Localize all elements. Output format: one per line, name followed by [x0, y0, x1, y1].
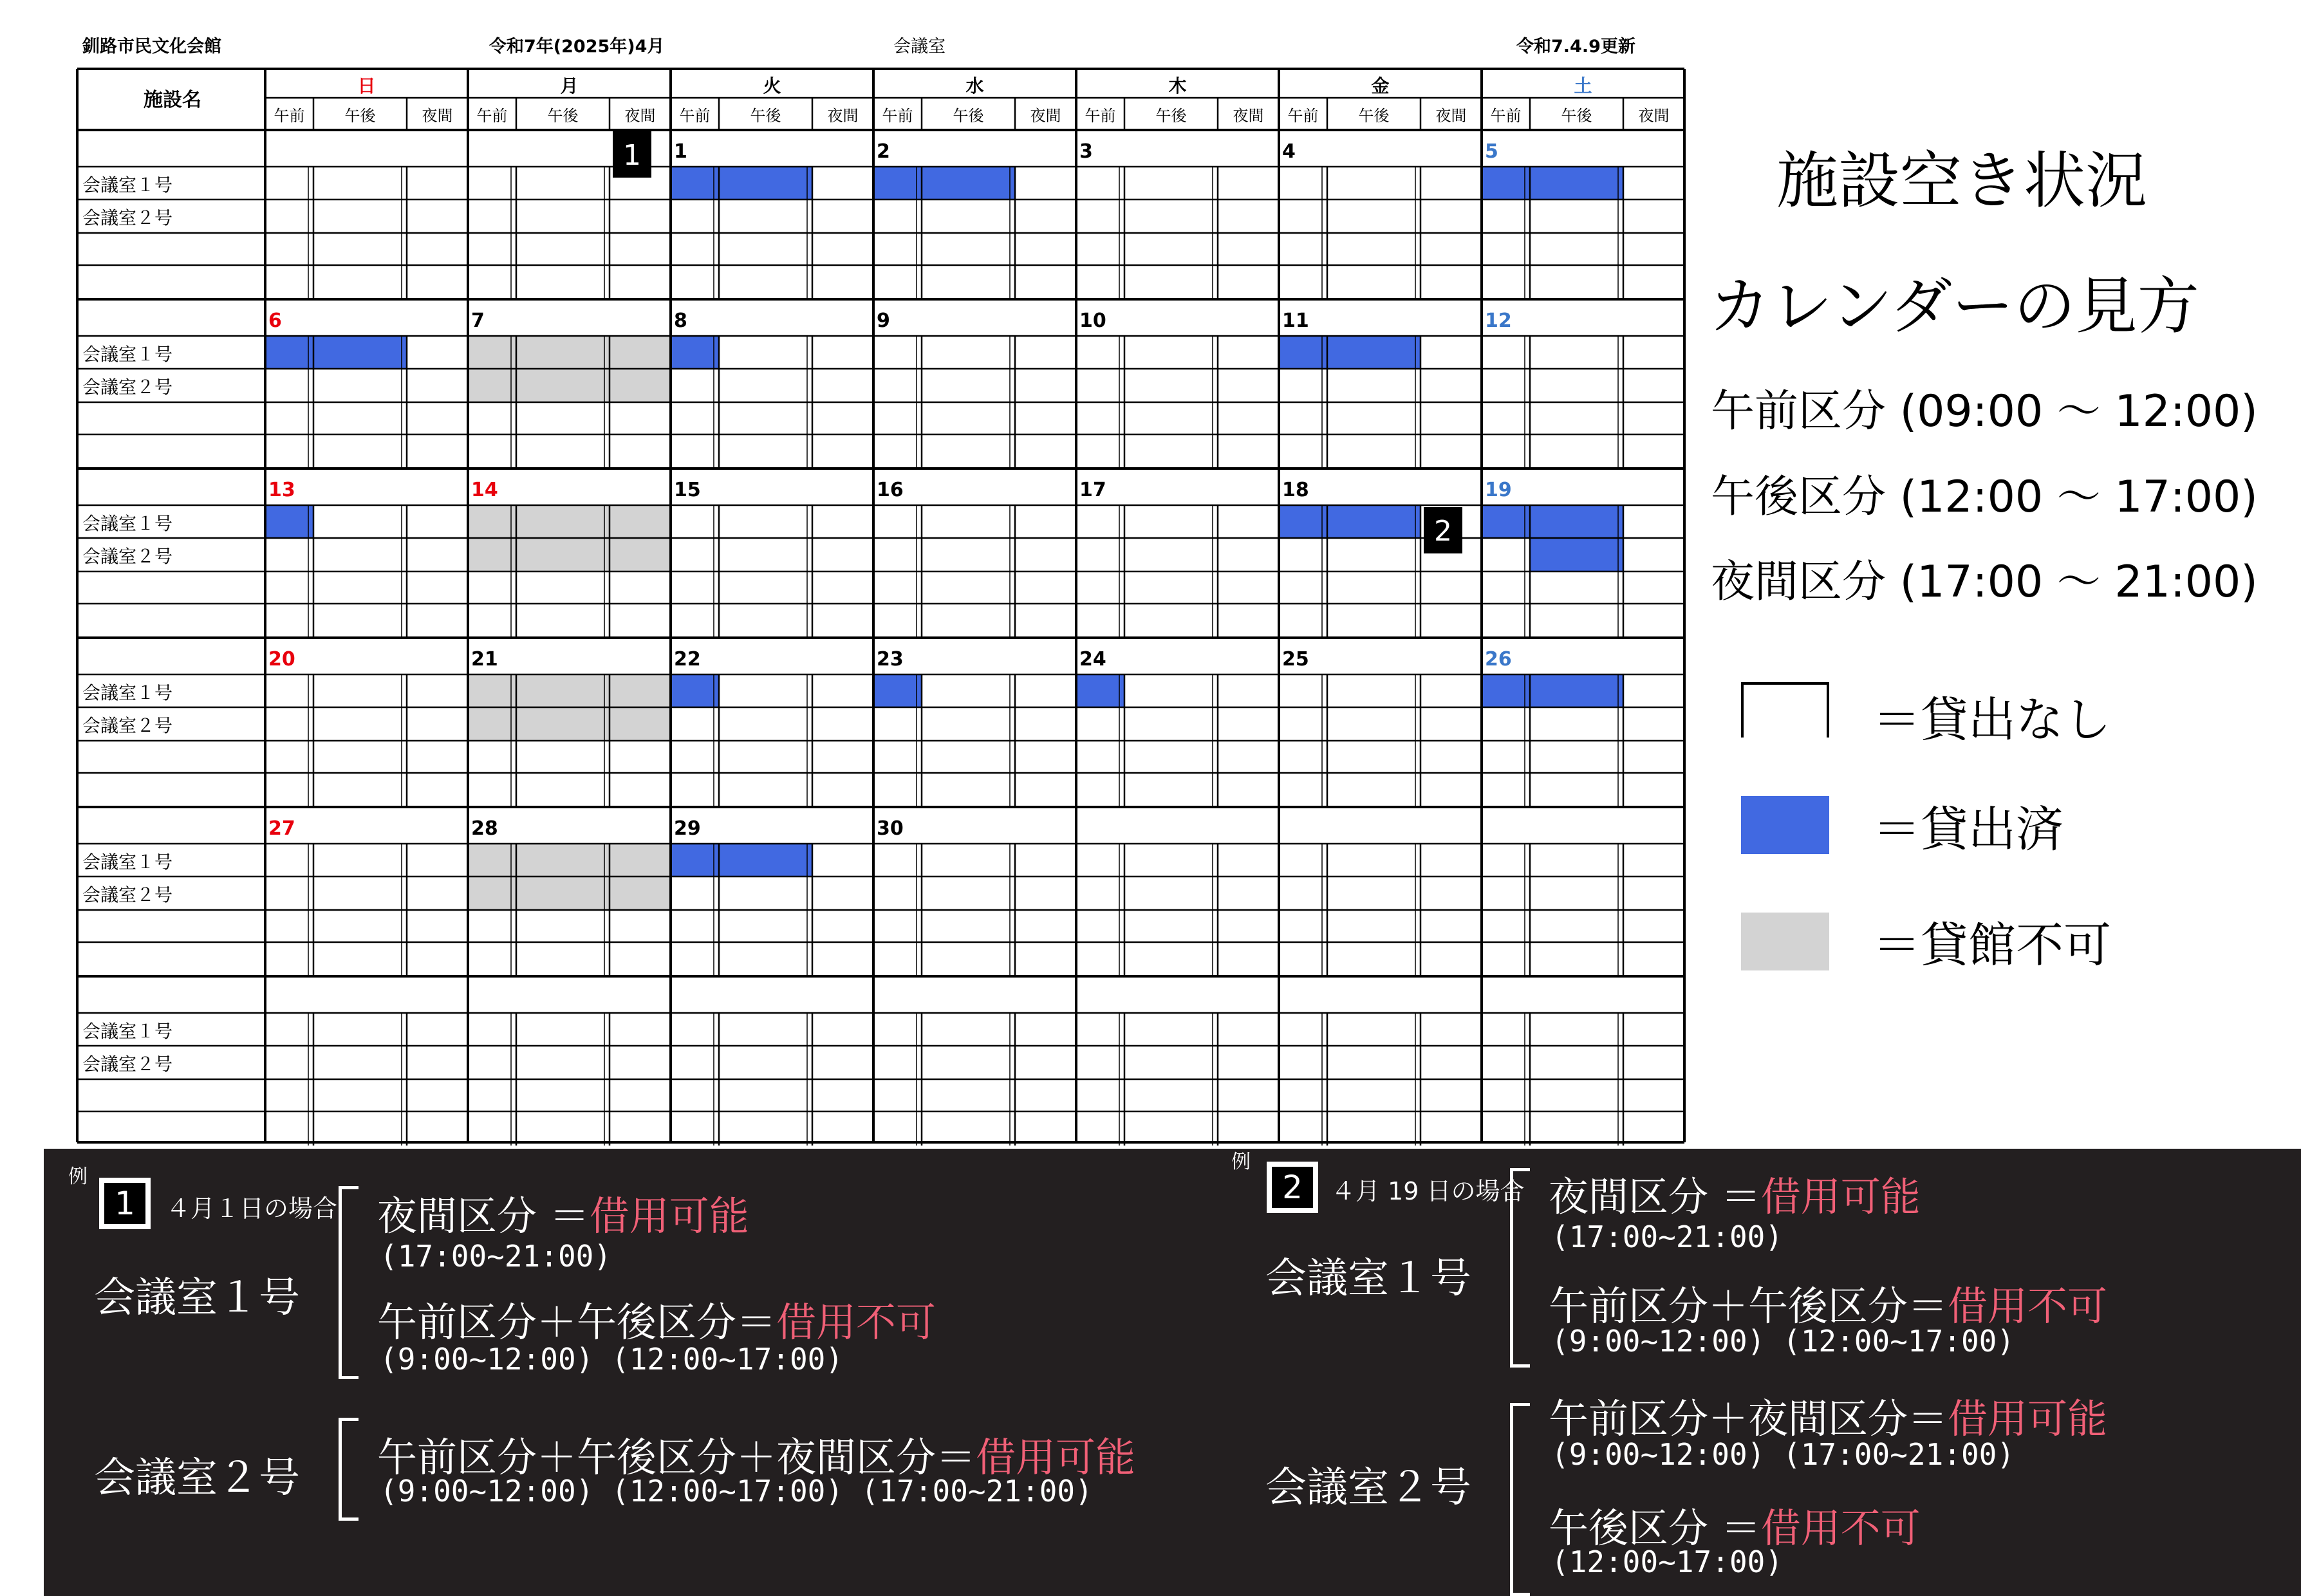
slot-header: 午後 — [750, 107, 781, 125]
ex2-r1-sub1: (17:00~21:00) — [1551, 1220, 1784, 1254]
slot-header: 午後 — [1155, 107, 1187, 125]
room-label: 会議室１号 — [82, 1021, 173, 1042]
date-number: 19 — [1485, 479, 1512, 501]
booked-cell — [1279, 336, 1327, 369]
ex2-r1-line2: 午前区分＋午後区分＝借用不可 — [1549, 1283, 2108, 1330]
slot-header: 夜間 — [827, 107, 859, 125]
ex1-r2-line1: 午前区分＋午後区分＋夜間区分＝借用可能 — [377, 1434, 1136, 1481]
booked-cell — [671, 674, 719, 707]
ex2-room2-bracket — [1510, 1403, 1530, 1596]
ex2-r2-sub1: (9:00~12:00) (17:00~21:00) — [1551, 1437, 2015, 1472]
room-label: 会議室２号 — [82, 207, 173, 228]
date-number: 5 — [1485, 140, 1498, 163]
marker-label: 1 — [623, 139, 641, 172]
ex2-r2-line1: 午前区分＋夜間区分＝借用可能 — [1549, 1395, 2108, 1442]
date-number: 18 — [1282, 479, 1309, 501]
room-label: 会議室２号 — [82, 1053, 173, 1075]
booked-cell — [1327, 505, 1421, 538]
weekday-header: 日 — [357, 75, 376, 97]
room-label: 会議室１号 — [82, 682, 173, 703]
room-label: 会議室２号 — [82, 715, 173, 736]
date-number: 1 — [674, 140, 687, 163]
example-case-2: ４月 19 日の場合 — [1331, 1177, 1525, 1205]
ex1-r1-line2: 午前区分＋午後区分＝借用不可 — [377, 1299, 936, 1346]
booked-cell — [265, 505, 313, 538]
slot-def-evening: 夜間区分 (17:00 ～ 21:00) — [1711, 557, 2258, 608]
slot-header: 午後 — [953, 107, 984, 125]
ex2-r1-line1: 夜間区分 ＝借用可能 — [1549, 1173, 1921, 1220]
slot-def-morning: 午前区分 (09:00 ～ 12:00) — [1711, 386, 2258, 437]
date-number: 9 — [877, 310, 890, 332]
legend-swatch-none — [1741, 682, 1829, 738]
ex2-r2-line2: 午後区分 ＝借用不可 — [1549, 1505, 1921, 1552]
room-label: 会議室１号 — [82, 344, 173, 365]
date-number: 22 — [674, 648, 701, 671]
closed-cell — [468, 844, 671, 877]
date-number: 15 — [674, 479, 701, 501]
room-label: 会議室２号 — [82, 884, 173, 905]
date-number: 28 — [471, 817, 498, 840]
booked-cell — [922, 167, 1015, 200]
slot-header: 夜間 — [422, 107, 453, 125]
weekday-header: 木 — [1168, 75, 1187, 97]
marker-label: 2 — [1434, 515, 1452, 548]
date-number: 30 — [877, 817, 904, 840]
date-number: 29 — [674, 817, 701, 840]
date-number: 7 — [471, 310, 485, 332]
example-case-1: ４月１日の場合 — [166, 1194, 338, 1223]
booked-cell — [719, 167, 812, 200]
slot-header: 午前 — [882, 107, 913, 125]
date-number: 10 — [1079, 310, 1106, 332]
legend-label-closed: ＝貸館不可 — [1873, 918, 2111, 973]
slot-header: 午前 — [1085, 107, 1116, 125]
example-badge-1: 1 — [99, 1178, 151, 1229]
date-number: 26 — [1485, 648, 1512, 671]
ex1-room1: 会議室１号 — [94, 1274, 300, 1322]
guide-title: 施設空き状況 — [1776, 145, 2147, 217]
date-number: 6 — [268, 310, 282, 332]
closed-cell — [468, 707, 671, 741]
legend-label-none: ＝貸出なし — [1873, 692, 2111, 748]
booked-cell — [873, 674, 922, 707]
date-number: 4 — [1282, 140, 1296, 163]
booked-cell — [671, 167, 719, 200]
date-number: 14 — [471, 479, 498, 501]
date-number: 3 — [1079, 140, 1093, 163]
slot-header: 午前 — [1490, 107, 1522, 125]
examples-panel — [44, 1149, 2301, 1596]
booked-cell — [313, 336, 407, 369]
ex1-room2: 会議室２号 — [94, 1454, 300, 1502]
booked-cell — [1327, 336, 1421, 369]
ex2-room1: 会議室１号 — [1265, 1255, 1471, 1303]
booked-cell — [1482, 505, 1530, 538]
weekday-header: 水 — [965, 75, 984, 97]
room-label: 会議室２号 — [82, 546, 173, 567]
slot-header: 午後 — [344, 107, 376, 125]
room-label: 会議室１号 — [82, 851, 173, 873]
period-label: 令和7年(2025年)4月 — [489, 37, 665, 57]
closed-cell — [468, 505, 671, 538]
booked-cell — [719, 844, 812, 877]
ex1-r1-sub1: (17:00~21:00) — [380, 1239, 612, 1274]
ex2-r1-sub2: (9:00~12:00) (12:00~17:00) — [1551, 1324, 2015, 1359]
date-number: 24 — [1079, 648, 1106, 671]
room-label: 会議室１号 — [82, 174, 173, 196]
date-number: 11 — [1282, 310, 1309, 332]
room-type-label: 会議室 — [893, 37, 946, 57]
slot-header: 午前 — [274, 107, 305, 125]
booked-cell — [265, 336, 313, 369]
slot-header: 夜間 — [624, 107, 656, 125]
closed-cell — [468, 369, 671, 402]
legend-label-booked: ＝貸出済 — [1873, 802, 2063, 857]
ex1-room2-bracket — [339, 1418, 359, 1521]
closed-cell — [468, 336, 671, 369]
room-label: 会議室１号 — [82, 513, 173, 534]
room-label: 会議室２号 — [82, 376, 173, 398]
example-label-1: 例 — [68, 1165, 88, 1188]
slot-header: 夜間 — [1435, 107, 1467, 125]
booked-cell — [671, 844, 719, 877]
date-number: 21 — [471, 648, 498, 671]
ex1-r1-line1: 夜間区分 ＝借用可能 — [377, 1192, 749, 1239]
booked-cell — [873, 167, 922, 200]
guide-subtitle: カレンダーの見方 — [1709, 270, 2199, 342]
date-number: 17 — [1079, 479, 1106, 501]
weekday-header: 月 — [560, 75, 579, 97]
date-number: 8 — [674, 310, 687, 332]
ex2-r2-sub2: (12:00~17:00) — [1551, 1545, 1784, 1579]
date-number: 25 — [1282, 648, 1309, 671]
booked-cell — [1279, 505, 1327, 538]
closed-cell — [468, 674, 671, 707]
date-number: 16 — [877, 479, 904, 501]
legend-swatch-closed — [1741, 913, 1829, 970]
closed-cell — [468, 538, 671, 571]
booked-cell — [1482, 167, 1530, 200]
ex1-r1-sub2: (9:00~12:00) (12:00~17:00) — [380, 1342, 844, 1377]
booked-cell — [1530, 505, 1623, 538]
date-number: 13 — [268, 479, 295, 501]
facility-name: 釧路市民文化会館 — [82, 37, 221, 57]
date-number: 20 — [268, 648, 295, 671]
slot-header: 午後 — [547, 107, 579, 125]
booked-cell — [1482, 674, 1530, 707]
slot-header: 午前 — [679, 107, 711, 125]
slot-header: 午後 — [1358, 107, 1390, 125]
slot-header: 夜間 — [1233, 107, 1264, 125]
ex1-r2-sub1: (9:00~12:00) (12:00~17:00) (17:00~21:00) — [380, 1474, 1093, 1508]
slot-header: 夜間 — [1638, 107, 1670, 125]
booked-cell — [1530, 674, 1623, 707]
ex2-room2: 会議室２号 — [1265, 1464, 1471, 1512]
date-number: 2 — [877, 140, 890, 163]
date-number: 12 — [1485, 310, 1512, 332]
legend-swatch-booked — [1741, 796, 1829, 854]
example-badge-2: 2 — [1267, 1162, 1318, 1213]
slot-header: 午後 — [1561, 107, 1592, 125]
facility-column-header: 施設名 — [144, 89, 201, 111]
weekday-header: 土 — [1574, 75, 1592, 97]
slot-header: 午前 — [1287, 107, 1319, 125]
closed-cell — [468, 877, 671, 910]
ex2-room1-bracket — [1510, 1168, 1530, 1368]
example-label-2: 例 — [1231, 1151, 1251, 1173]
slot-header: 夜間 — [1030, 107, 1061, 125]
weekday-header: 火 — [763, 75, 781, 97]
booked-cell — [1530, 538, 1623, 571]
booked-cell — [671, 336, 719, 369]
booked-cell — [1530, 167, 1623, 200]
ex1-room1-bracket — [339, 1186, 359, 1379]
date-number: 23 — [877, 648, 904, 671]
date-number: 27 — [268, 817, 295, 840]
slot-def-afternoon: 午後区分 (12:00 ～ 17:00) — [1711, 472, 2258, 523]
updated-label: 令和7.4.9更新 — [1516, 37, 1635, 57]
booked-cell — [1076, 674, 1124, 707]
slot-header: 午前 — [476, 107, 508, 125]
weekday-header: 金 — [1371, 75, 1390, 97]
